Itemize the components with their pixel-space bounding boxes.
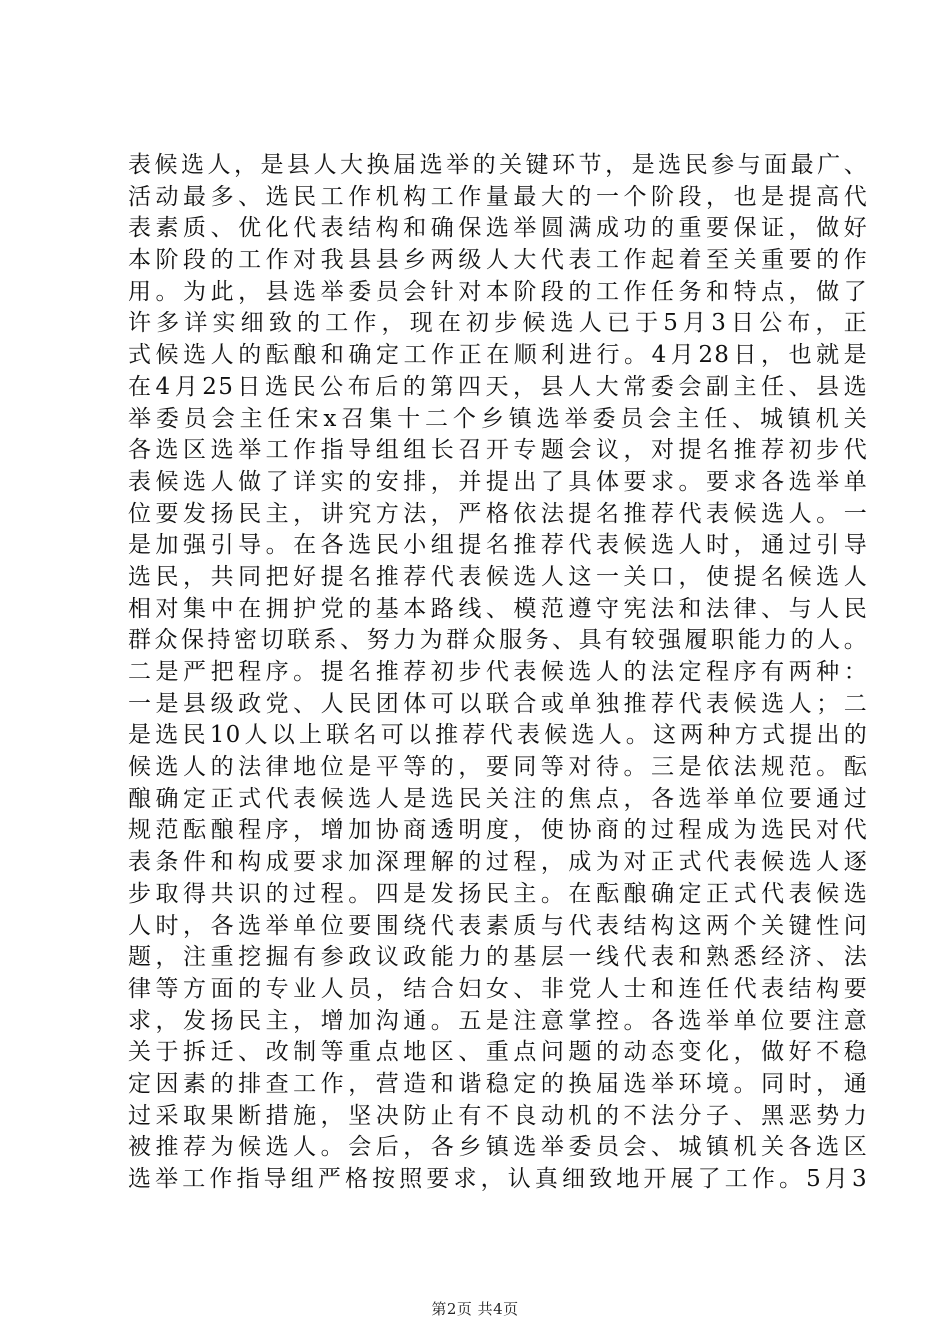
text-line: 群众保持密切联系、努力为群众服务、具有较强履职能力的人。 [128, 627, 868, 654]
text-line: 求，发扬民主，增加沟通。五是注意掌控。各选举单位要注意 [128, 1007, 868, 1034]
text-line: 相对集中在拥护党的基本路线、模范遵守宪法和法律、与人民 [128, 595, 868, 622]
text-line: 表条件和构成要求加深理解的过程，成为对正式代表候选人逐 [128, 849, 868, 876]
text-line: 被推荐为候选人。会后，各乡镇选举委员会、城镇机关各选区 [128, 1134, 868, 1161]
text-line: 是加强引导。在各选民小组提名推荐代表候选人时，通过引导 [128, 532, 868, 559]
text-line: 选举工作指导组严格按照要求，认真细致地开展了工作。5月3 [128, 1166, 868, 1192]
text-line: 活动最多、选民工作机构工作量最大的一个阶段，也是提高代 [128, 183, 868, 210]
text-line: 位要发扬民主，讲究方法，严格依法提名推荐代表候选人。一 [128, 500, 868, 527]
text-line: 本阶段的工作对我县县乡两级人大代表工作起着至关重要的作 [128, 247, 868, 274]
text-line: 步取得共识的过程。四是发扬民主。在酝酿确定正式代表候选 [128, 880, 868, 907]
page-number-footer: 第2页 共4页 [431, 1300, 519, 1318]
text-line: 律等方面的专业人员，结合妇女、非党人士和连任代表结构要 [128, 975, 868, 1002]
text-line: 题，注重挖掘有参政议政能力的基层一线代表和熟悉经济、法 [128, 944, 868, 971]
text-line: 表素质、优化代表结构和确保选举圆满成功的重要保证，做好 [128, 215, 868, 242]
text-line: 式候选人的酝酿和确定工作正在顺利进行。4月28日，也就是 [128, 342, 868, 369]
text-line: 人时，各选举单位要围绕代表素质与代表结构这两个关键性问 [128, 912, 868, 939]
text-line: 酿确定正式代表候选人是选民关注的焦点，各选举单位要通过 [128, 785, 868, 812]
text-line: 许多详实细致的工作，现在初步候选人已于5月3日公布，正 [128, 310, 868, 337]
text-line: 一是县级政党、人民团体可以联合或单独推荐代表候选人；二 [128, 690, 868, 717]
text-line: 选民，共同把好提名推荐代表候选人这一关口，使提名候选人 [128, 563, 868, 590]
text-line: 二是严把程序。提名推荐初步代表候选人的法定程序有两种： [128, 659, 868, 685]
text-line: 候选人的法律地位是平等的，要同等对待。三是依法规范。酝 [128, 754, 868, 781]
text-line: 用。为此，县选举委员会针对本阶段的工作任务和特点，做了 [128, 278, 868, 305]
text-line: 在4月25日选民公布后的第四天，县人大常委会副主任、县选 [128, 373, 868, 400]
text-line: 规范酝酿程序，增加协商透明度，使协商的过程成为选民对代 [128, 817, 868, 844]
text-line: 关于拆迁、改制等重点地区、重点问题的动态变化，做好不稳 [128, 1039, 868, 1066]
text-line: 是选民10人以上联名可以推荐代表候选人。这两种方式提出的 [128, 722, 868, 749]
text-line: 各选区选举工作指导组组长召开专题会议，对提名推荐初步代 [128, 437, 868, 464]
text-line: 过采取果断措施，坚决防止有不良动机的不法分子、黑恶势力 [128, 1102, 868, 1129]
text-line: 定因素的排查工作，营造和谐稳定的换届选举环境。同时，通 [128, 1070, 868, 1097]
text-line: 表候选人，是县人大换届选举的关键环节，是选民参与面最广、 [128, 152, 868, 178]
body-text [128, 150, 868, 1196]
text-line: 举委员会主任宋x召集十二个乡镇选举委员会主任、城镇机关 [128, 405, 868, 432]
text-line: 表候选人做了详实的安排，并提出了具体要求。要求各选举单 [128, 468, 868, 495]
